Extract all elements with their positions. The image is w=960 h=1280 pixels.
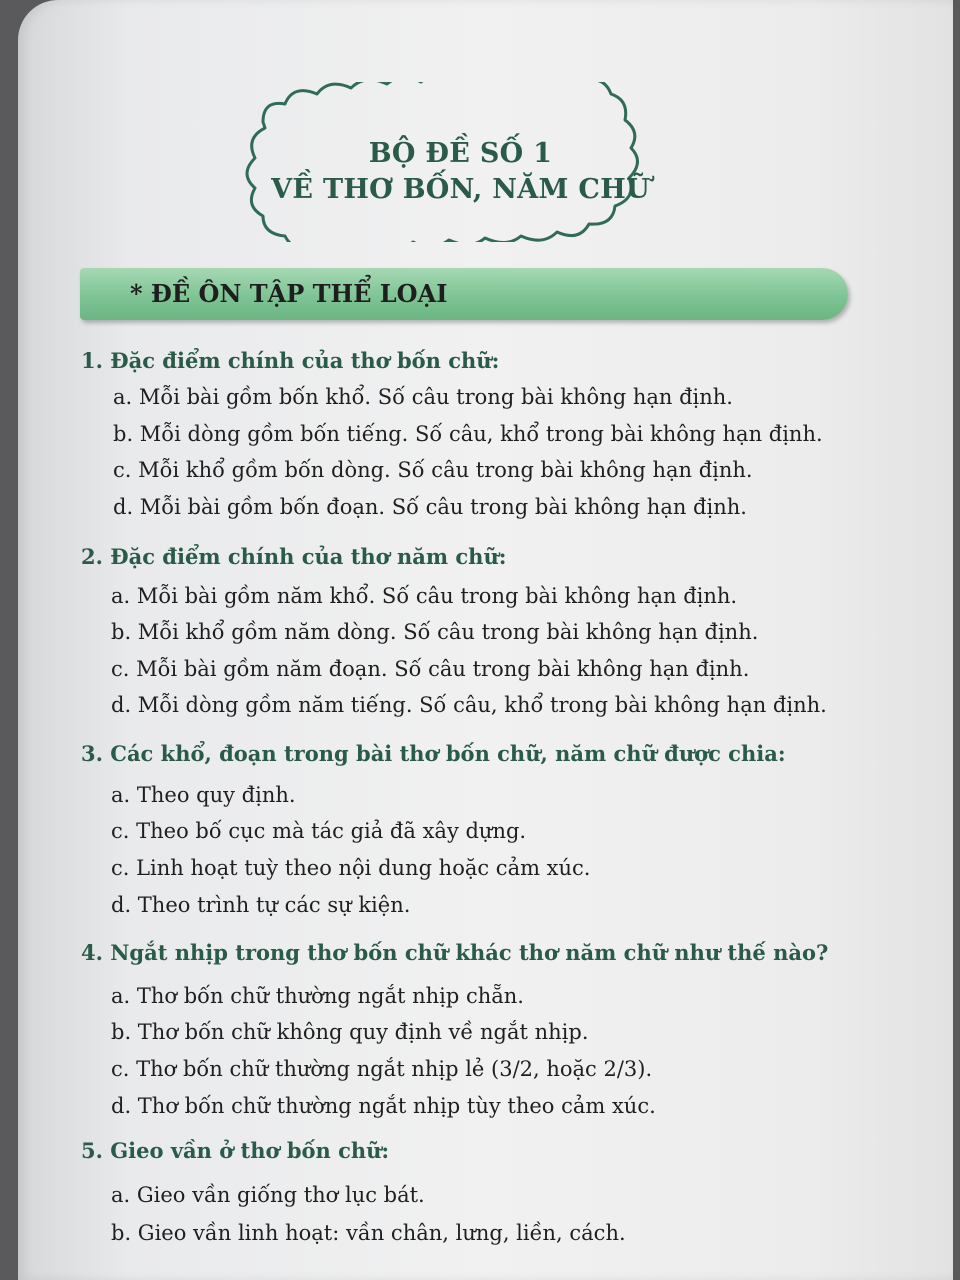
question-5-option-b: b. Gieo vần linh hoạt: vần chân, lưng, liền, cách. [111, 1221, 626, 1245]
question-4-option-c: c. Thơ bốn chữ thường ngắt nhịp lẻ (3/2, hoặc 2/3). [111, 1057, 653, 1081]
book-page [18, 0, 953, 1280]
question-5-option-a: a. Gieo vần giống thơ lục bát. [111, 1183, 425, 1207]
question-3-option-a: a. Theo quy định. [111, 783, 296, 807]
question-1: 1. Đặc điểm chính của thơ bốn chữ: [81, 348, 500, 373]
question-5: 5. Gieo vần ở thơ bốn chữ: [81, 1138, 390, 1163]
question-4-option-b: b. Thơ bốn chữ không quy định về ngắt nhịp. [111, 1020, 589, 1044]
title-cloud-frame [223, 82, 698, 242]
question-3-option-c: c. Linh hoạt tuỳ theo nội dung hoặc cảm xúc. [111, 856, 591, 880]
question-1-option-c: c. Mỗi khổ gồm bốn dòng. Số câu trong bài không hạn định. [113, 458, 753, 482]
question-4-option-a: a. Thơ bốn chữ thường ngắt nhịp chẵn. [111, 984, 524, 1008]
question-1-option-a: a. Mỗi bài gồm bốn khổ. Số câu trong bài không hạn định. [113, 385, 733, 409]
question-4: 4. Ngắt nhịp trong thơ bốn chữ khác thơ năm chữ như thế nào? [81, 940, 829, 965]
section-banner-label: * ĐỀ ÔN TẬP THỂ LOẠI [130, 279, 448, 308]
page-subtitle: VỀ THƠ BỐN, NĂM CHỮ [271, 174, 650, 205]
question-2-option-a: a. Mỗi bài gồm năm khổ. Số câu trong bài không hạn định. [111, 584, 738, 608]
question-3: 3. Các khổ, đoạn trong bài thơ bốn chữ, năm chữ được chia: [81, 741, 786, 766]
question-2-option-b: b. Mỗi khổ gồm năm dòng. Số câu trong bài không hạn định. [111, 620, 759, 644]
question-2-option-c: c. Mỗi bài gồm năm đoạn. Số câu trong bài không hạn định. [111, 657, 750, 681]
page-title: BỘ ĐỀ SỐ 1 [368, 138, 553, 169]
question-3-option-b: c. Theo bố cục mà tác giả đã xây dựng. [111, 819, 527, 843]
question-2-option-d: d. Mỗi dòng gồm năm tiếng. Số câu, khổ trong bài không hạn định. [111, 693, 827, 717]
question-1-option-d: d. Mỗi bài gồm bốn đoạn. Số câu trong bài không hạn định. [113, 495, 747, 519]
question-2: 2. Đặc điểm chính của thơ năm chữ: [81, 544, 507, 569]
question-1-option-b: b. Mỗi dòng gồm bốn tiếng. Số câu, khổ trong bài không hạn định. [113, 422, 823, 446]
section-banner [80, 268, 848, 320]
question-3-option-d: d. Theo trình tự các sự kiện. [111, 893, 411, 917]
question-4-option-d: d. Thơ bốn chữ thường ngắt nhịp tùy theo cảm xúc. [111, 1094, 656, 1118]
